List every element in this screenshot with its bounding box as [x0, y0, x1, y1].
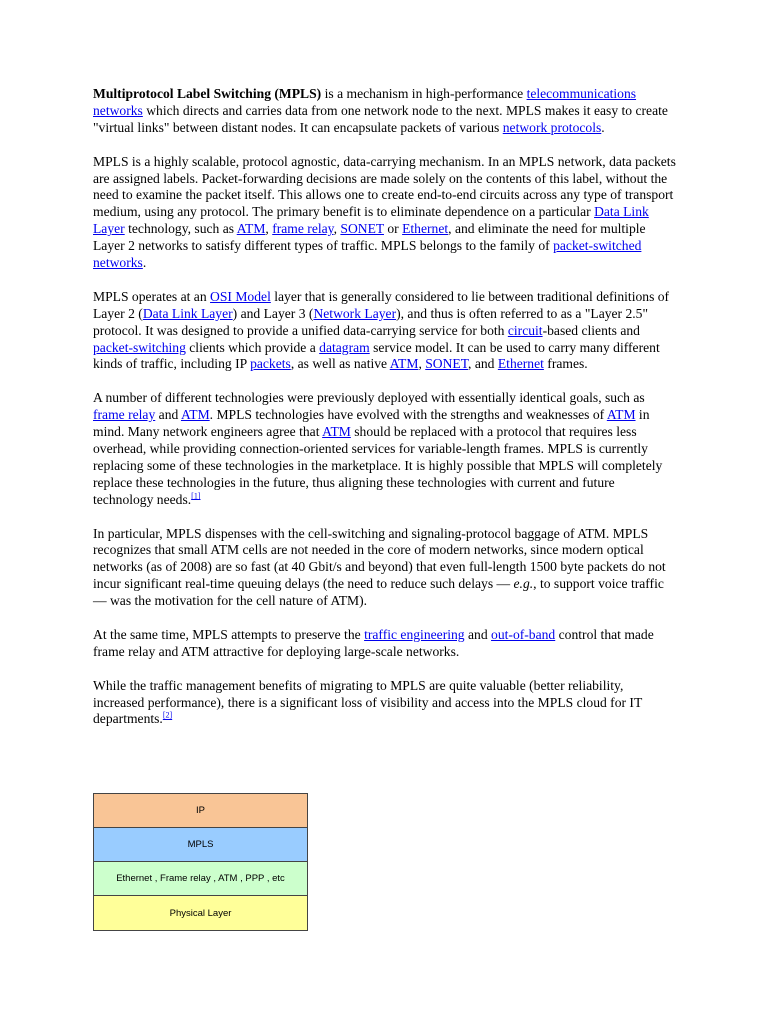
text-run: frames. — [543, 356, 588, 372]
paragraph — [93, 526, 678, 611]
text-run: ), and thus is often referred to as a "Layer 2.5" protocol. It was designed to provide a unified data-carrying service for both — [93, 305, 649, 338]
text-run: MPLS is a highly scalable, protocol agnostic, data-carrying mechanism. In an MPLS network, data packets are assigned labels. Packet-forwarding decisions are made solely on the contents of this label, without the need to examine the packet itself. This allows one to create end-to-end circuits across any type of transport medium, using any protocol. The primary benefit is to eliminate dependence on a particular — [93, 153, 676, 220]
link[interactable]: Data Link Layer — [142, 305, 233, 321]
text-run: layer that is generally considered to lie between traditional definitions of Layer 2 ( — [93, 288, 670, 321]
text-run: control that made frame relay and ATM attractive for deploying large-scale networks. — [93, 626, 654, 659]
text-run: . — [601, 119, 605, 135]
link[interactable]: packet-switching — [93, 339, 186, 355]
layer-label: MPLS — [187, 839, 214, 850]
text-run: , — [265, 221, 273, 237]
paragraph — [93, 86, 678, 137]
link[interactable]: SONET — [425, 356, 469, 372]
text-run: technology, such as — [124, 221, 237, 237]
link[interactable]: ATM — [180, 407, 210, 423]
link[interactable]: telecommunications networks — [93, 86, 637, 118]
link[interactable]: frame relay — [93, 407, 156, 423]
text-run: , and eliminate the need for multiple Layer 2 networks to satisfy different types of traffic. MPLS belongs to the family of — [93, 221, 646, 254]
citation — [163, 711, 172, 720]
text-run: , to support voice traffic — was the motivation for the cell nature of ATM). — [93, 576, 664, 609]
text-run: . MPLS technologies have evolved with the strengths and weaknesses of — [209, 407, 607, 423]
text-run: While the traffic management benefits of migrating to MPLS are quite valuable (better reliability, increased performance), there is a significant loss of visibility and access into the MPLS cloud for IT departments. — [93, 677, 643, 727]
link[interactable]: datagram — [319, 339, 370, 355]
layer-label: Physical Layer — [169, 907, 232, 919]
text-run: service model. It can be used to carry many different kinds of traffic, including IP — [93, 339, 660, 372]
link[interactable]: ATM — [389, 356, 419, 372]
text-run: clients which provide a — [185, 339, 320, 355]
text-run: in mind. Many network engineers agree that — [93, 407, 650, 440]
article-body — [93, 86, 678, 745]
link[interactable]: traffic engineering — [364, 626, 465, 642]
text-run: and — [464, 626, 492, 642]
citation — [191, 491, 200, 500]
link[interactable]: ATM — [606, 407, 636, 423]
citation-link[interactable]: [2] — [162, 710, 173, 720]
text-run: should be replaced with a protocol that requires less overhead, while providing connection-oriented services for variable-length frames. MPLS is currently replacing some of these technologies in the marketplace. It is highly possible that MPLS will completely replace these technologies in the future, thus aligning these technologies with current and future technology needs. — [93, 424, 663, 507]
text-run: is a mechanism in high-performance — [321, 86, 527, 101]
link[interactable]: OSI Model — [210, 288, 271, 304]
text-run: and — [155, 407, 181, 423]
layer-box — [94, 828, 307, 862]
text-run: MPLS operates at an — [93, 288, 211, 304]
layer-box — [94, 896, 307, 930]
link[interactable]: Ethernet — [402, 221, 449, 237]
term-heading: Multiprotocol Label Switching (MPLS) — [93, 86, 322, 101]
paragraph — [93, 289, 678, 374]
paragraph — [93, 390, 678, 508]
text-run: A number of different technologies were previously deployed with essentially identical goals, such as — [93, 390, 645, 406]
layer-box — [94, 794, 307, 828]
layer-label: IP — [196, 805, 205, 816]
paragraph — [93, 678, 678, 729]
text-run: , — [333, 221, 341, 237]
citation-link[interactable]: [1] — [191, 491, 201, 501]
link[interactable]: frame relay — [272, 221, 334, 237]
link[interactable]: Data Link Layer — [93, 204, 649, 237]
link[interactable]: ATM — [322, 424, 351, 440]
text-run: or — [383, 221, 403, 237]
text-run: ) and Layer 3 ( — [232, 305, 314, 321]
link[interactable]: Network Layer — [313, 305, 397, 321]
layer-label: Ethernet , Frame relay , ATM , PPP , etc — [116, 873, 285, 884]
link[interactable]: packet-switched networks — [93, 238, 642, 271]
link[interactable]: Ethernet — [497, 356, 544, 372]
paragraph — [93, 154, 678, 272]
text-run: . — [142, 255, 147, 271]
paragraph — [93, 627, 678, 661]
link[interactable]: SONET — [340, 221, 384, 237]
link[interactable]: circuit — [507, 322, 543, 338]
text-run: which directs and carries data from one network node to the next. MPLS makes it easy to create "virtual links" between distant nodes. It can encapsulate packets of various — [93, 102, 668, 135]
protocol-stack-diagram — [93, 793, 308, 931]
link[interactable]: ATM — [236, 221, 266, 237]
text-run: , — [418, 356, 426, 372]
link[interactable]: out-of-band — [491, 626, 556, 642]
text-run: , and — [468, 356, 498, 372]
text-run: At the same time, MPLS attempts to preserve the — [93, 626, 365, 642]
italic-text: e.g. — [513, 576, 534, 592]
link[interactable]: network protocols — [502, 119, 602, 135]
text-run: , as well as native — [290, 356, 390, 372]
text-run: -based clients and — [542, 322, 640, 338]
layer-box — [94, 862, 307, 896]
link[interactable]: packets — [250, 356, 291, 372]
text-run: In particular, MPLS dispenses with the cell-switching and signaling-protocol baggage of ATM. MPLS recognizes that small ATM cells are not needed in the core of modern networks, since modern optical networks (as of 2008) are so fast (at 40 Gbit/s and beyond) that even full-length 1500 byte packets do not incur significant real-time queuing delays (the need to reduce such delays — — [93, 525, 666, 592]
